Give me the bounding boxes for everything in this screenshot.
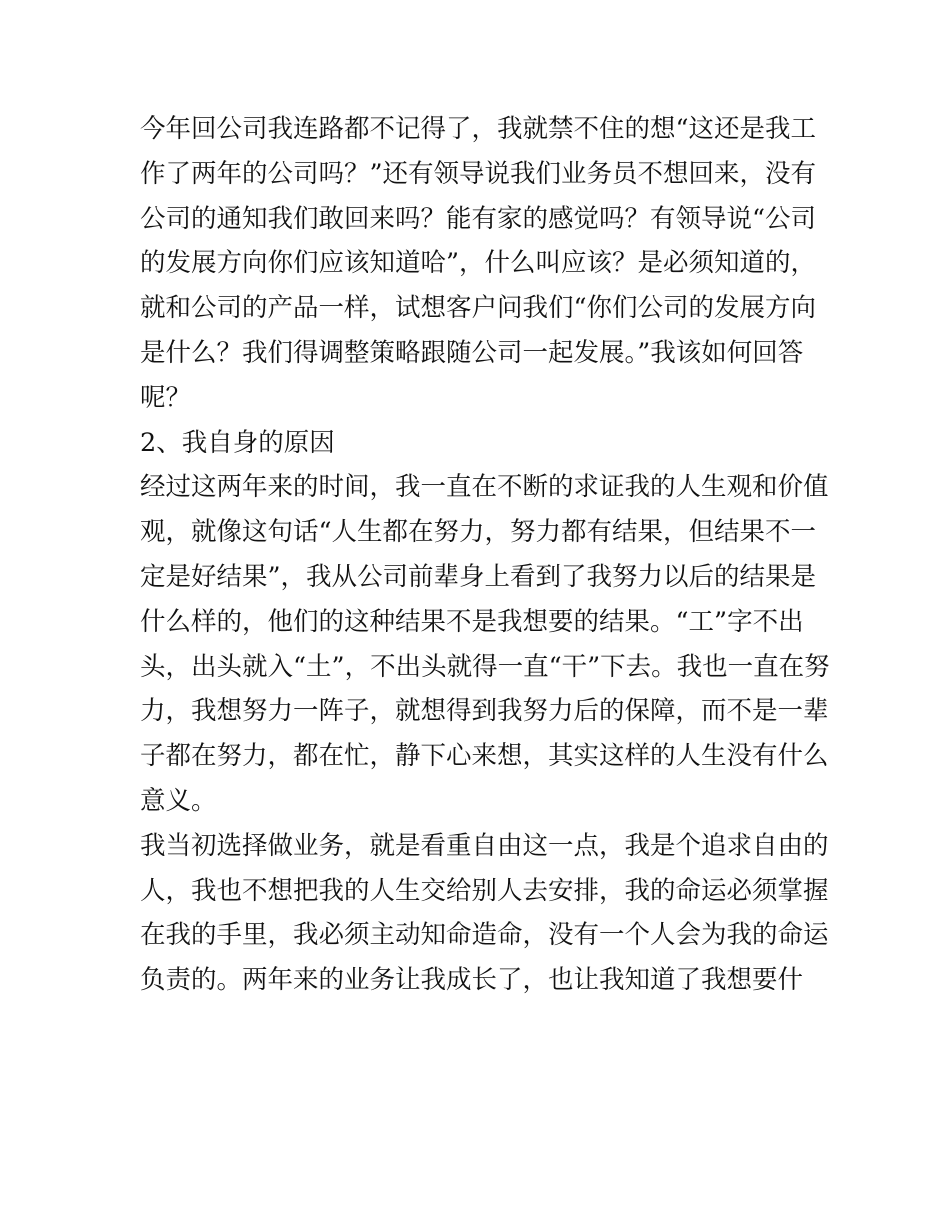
- text-line: 在我的手里，我必须主动知命造命，没有一个人会为我的命运: [140, 920, 829, 951]
- text-line: 我当初选择做业务，就是看重自由这一点，我是个追求自由的: [140, 830, 829, 861]
- text-line: 子都在努力，都在忙，静下心来想，其实这样的人生没有什么: [140, 741, 829, 772]
- text-line: 意义。: [140, 785, 217, 816]
- text-line: 人，我也不想把我的人生交给别人去安排，我的命运必须掌握: [140, 875, 829, 906]
- text-line: 的发展方向你们应该知道哈”，什么叫应该？是必须知道的，: [140, 248, 817, 279]
- text-line: 什么样的，他们的这种结果不是我想要的结果。“工”字不出: [140, 606, 804, 637]
- text-line: 观，就像这句话“人生都在努力，努力都有结果，但结果不一: [140, 517, 817, 548]
- text-line: 作了两年的公司吗？”还有领导说我们业务员不想回来，没有: [140, 158, 817, 189]
- document-body: [140, 107, 830, 1003]
- text-line: 定是好结果”，我从公司前辈身上看到了我努力以后的结果是: [140, 561, 817, 592]
- text-line: 就和公司的产品一样，试想客户问我们“你们公司的发展方向: [140, 293, 817, 324]
- text-line: 经过这两年来的时间，我一直在不断的求证我的人生观和价值: [140, 472, 829, 503]
- text-line: 今年回公司我连路都不记得了，我就禁不住的想“这还是我工: [140, 114, 817, 144]
- text-line: 公司的通知我们敢回来吗？能有家的感觉吗？有领导说“公司: [140, 203, 817, 234]
- text-line: 是什么？我们得调整策略跟随公司一起发展。”我该如何回答: [140, 337, 804, 368]
- text-line: 负责的。两年来的业务让我成长了，也让我知道了我想要什: [140, 965, 804, 996]
- text-line: 呢？: [140, 382, 192, 413]
- text-line: 头，出头就入“土”，不出头就得一直“干”下去。我也一直在努: [140, 651, 830, 682]
- section-heading: 2、我自身的原因: [140, 427, 335, 458]
- text-line: 力，我想努力一阵子，就想得到我努力后的保障，而不是一辈: [140, 696, 829, 727]
